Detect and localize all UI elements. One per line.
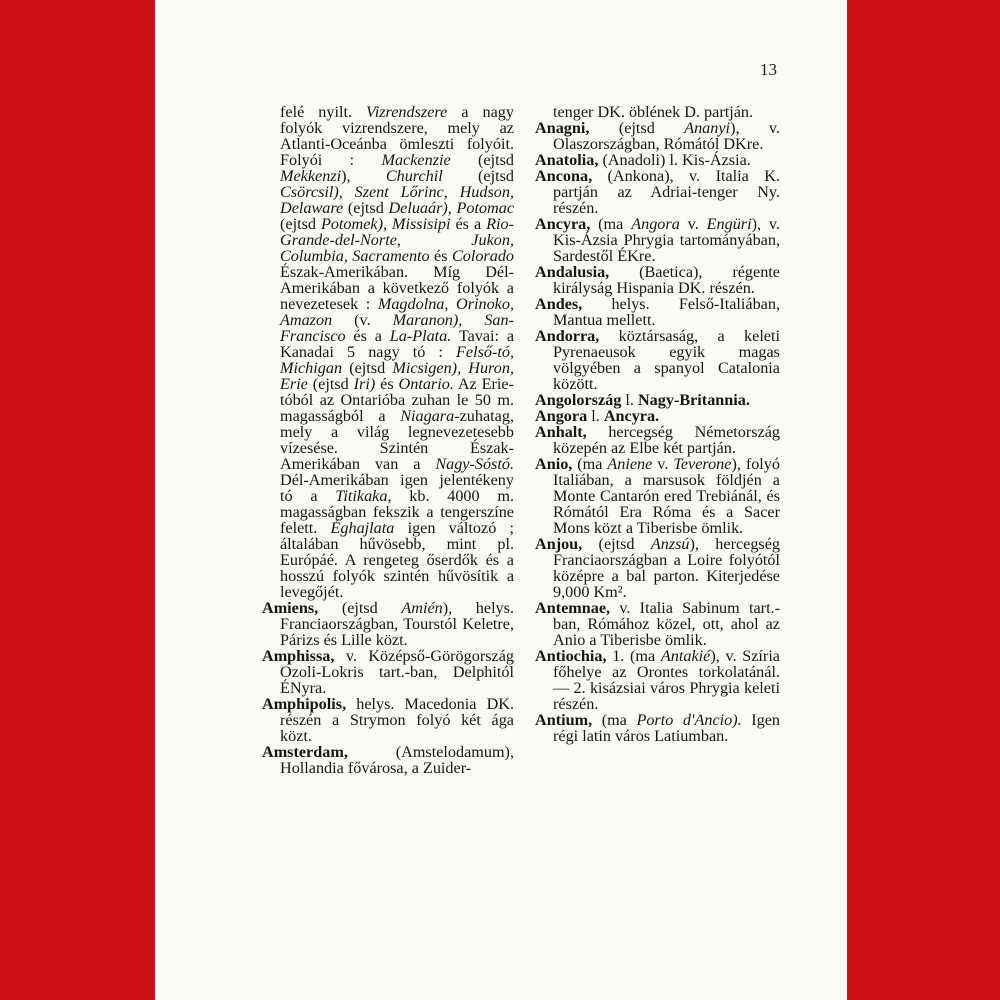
italic-term: Engüri <box>706 215 752 233</box>
page-number: 13 <box>760 60 777 79</box>
italic-term: Colorado <box>451 247 515 265</box>
dictionary-entry <box>535 264 780 296</box>
entry-headword: Antemnae, <box>535 599 611 617</box>
dictionary-entry <box>262 104 514 600</box>
dictionary-entry <box>262 648 514 696</box>
entry-headword: Anhalt, <box>535 423 587 441</box>
entry-text: l. <box>621 391 638 409</box>
entry-text: Igen régi latin város Latiumban. <box>553 711 780 745</box>
entry-text: ), v. Olaszországban, Rómától DKre. <box>553 119 780 153</box>
entry-text: (ejtsd <box>582 535 651 553</box>
italic-term: La-Plata. <box>389 327 452 345</box>
italic-term: Éghajlata <box>330 519 395 537</box>
dictionary-entry <box>535 168 780 216</box>
entry-text: és a <box>345 327 390 345</box>
dictionary-entry <box>535 296 780 328</box>
italic-term: Micsigen), Huron, Erie <box>280 359 514 393</box>
entry-text: hercegség Németország közepén az Elbe két partján. <box>553 423 780 457</box>
entry-text: Dél-Amerikában igen jelentékeny tó a <box>280 471 514 505</box>
italic-term: Mekkenzi <box>280 167 342 185</box>
entry-headword: Ancyra. <box>603 407 660 425</box>
italic-term: Teverone <box>673 455 732 473</box>
entry-headword: Angolország <box>535 391 622 409</box>
entry-text: Észak-Amerikában. Míg Dél-Amerikában a következő folyók a nevezetesek : <box>280 263 514 313</box>
entry-text: Az Erie-tóból az Ontarióba zuhan le 50 m. magasságból a <box>280 375 514 425</box>
entry-text: ), hercegség Franciaországban a Loire folyótól középre a bal parton. Kiterjedése 9,000 Km². <box>553 535 780 601</box>
entry-text: és <box>429 247 452 265</box>
entry-text: ), v. Kis-Ázsia Phrygia tartományában, Sardestől ÉKre. <box>553 215 780 265</box>
entry-text: a nagy folyók vizrendszere, mely az Atlanti-Oceánba ömleszti folyóit. Folyói : <box>280 103 514 169</box>
dictionary-entry <box>262 600 514 648</box>
dictionary-entry <box>535 712 780 744</box>
italic-term: Ananyi <box>684 119 731 137</box>
dictionary-entry <box>262 744 514 776</box>
entry-text: köztársaság, a keleti Pyrenaeusok egyik magas völgyében a spanyol Catalonia között. <box>553 327 780 393</box>
dictionary-entry <box>535 424 780 456</box>
entry-text: (ejtsd <box>442 167 514 185</box>
dictionary-entry <box>535 600 780 648</box>
entry-text: ), folyó Italiában, a marsusok földjén a Monte Cantarón ered Trebiánál, és Rómától Era Róma és a Sacer Mons közt a Tiberisbe ömlik. <box>553 455 780 537</box>
italic-term: Csörcsil), Szent Lőrinc, Hudson, Delaware <box>280 183 514 217</box>
entry-text: és <box>375 375 399 393</box>
italic-term: Ontario. <box>398 375 454 393</box>
dictionary-entry <box>535 152 780 168</box>
entry-text: (ejtsd <box>307 375 354 393</box>
entry-text: (ejtsd <box>589 119 685 137</box>
entry-headword: Andes, <box>535 295 583 313</box>
entry-headword: Anatolia, <box>535 151 599 169</box>
entry-text: ), v. Szíria főhelye az Orontes torkolatánál. — 2. kisázsiai város Phrygia keleti részén. <box>553 647 780 713</box>
entry-headword: Ancona, <box>535 167 593 185</box>
entry-text: 1. (ma <box>606 647 661 665</box>
entry-headword: Amiens, <box>262 599 319 617</box>
dictionary-entry <box>535 648 780 712</box>
dictionary-entry <box>535 456 780 536</box>
entry-text: (ma <box>590 215 632 233</box>
italic-term: Vizrendszere <box>366 103 448 121</box>
entry-text: (ejtsd <box>318 599 402 617</box>
entry-text: (Baetica), régente királyság Hispania DK. részén. <box>553 263 780 297</box>
entry-headword: Antium, <box>535 711 593 729</box>
entry-headword: Anagni, <box>535 119 590 137</box>
entry-text: -zuhatag, mely a világ legnevezetesebb vízesése. Szintén Észak-Amerikában van a <box>280 407 514 473</box>
entry-headword: Andorra, <box>535 327 600 345</box>
entry-text: helys. Felső-Italiában, Mantua mellett. <box>553 295 780 329</box>
italic-term: Potomek), Missisipi <box>320 215 451 233</box>
dictionary-entry <box>535 104 780 120</box>
dictionary-entry <box>262 696 514 744</box>
italic-term: Angora <box>631 215 680 233</box>
italic-term: Porto d'Ancio). <box>636 711 742 729</box>
entry-text: (Anadoli) l. Kis-Ázsia. <box>598 151 751 169</box>
italic-term: Nagy-Sóstó. <box>435 455 514 473</box>
entry-text: l. <box>587 407 604 425</box>
entry-text: (ejtsd <box>343 199 389 217</box>
entry-text: igen változó ; általában hűvösebb, mint pl. Európáé. A rengeteg őserdők és a hosszú folyók szintén hűvösítik a levegőjét. <box>280 519 514 601</box>
italic-term: Churchil <box>385 167 443 185</box>
italic-term: Magdolna, Orinoko, Amazon <box>280 295 515 329</box>
entry-text: felé nyilt. <box>280 103 367 121</box>
left-column <box>262 104 514 776</box>
entry-headword: Amphissa, <box>262 647 335 665</box>
dictionary-entry <box>535 392 780 408</box>
entry-text: (v. <box>332 311 393 329</box>
italic-term: Rio-Grande-del-Norte, Jukon, Columbia, Sacramento <box>280 215 514 265</box>
dictionary-entry <box>535 536 780 600</box>
entry-text: (ejtsd <box>342 359 393 377</box>
entry-headword: Ancyra, <box>535 215 591 233</box>
entry-text: (Ankona), v. Italia K. partján az Adriai-tenger Ny. részén. <box>553 167 780 217</box>
entry-text: (ejtsd <box>450 151 514 169</box>
italic-term: Felső-tó, Michigan <box>280 343 514 377</box>
italic-term: Deluaár), Potomac <box>388 199 514 217</box>
entry-text: (ma <box>592 711 637 729</box>
entry-text: Tavai: a Kanadai 5 nagy tó : <box>280 327 515 361</box>
italic-term: Aniene <box>607 455 653 473</box>
entry-text: (ejtsd <box>280 215 321 233</box>
entry-text: v. Középső-Görögország Ozoli-Lokris tart.-ban, Delphitól ÉNyra. <box>280 647 514 697</box>
dictionary-entry <box>535 328 780 392</box>
italic-term: Maranon), San-Francisco <box>280 311 514 345</box>
dictionary-entry <box>535 120 780 152</box>
entry-headword: Antiochia, <box>535 647 607 665</box>
italic-term: Anzsú <box>650 535 690 553</box>
entry-text: és a <box>450 215 487 233</box>
entry-text: (ma <box>572 455 608 473</box>
italic-term: Iri) <box>353 375 376 393</box>
entry-text: helys. Macedonia DK. részén a Strymon folyó két ága közt. <box>280 695 514 745</box>
entry-headword: Anio, <box>535 455 573 473</box>
italic-term: Niagara <box>400 407 455 425</box>
entry-headword: Amsterdam, <box>262 743 348 761</box>
entry-headword: Nagy-Britannia. <box>637 391 750 409</box>
italic-term: Amién <box>401 599 443 617</box>
right-column <box>535 104 780 744</box>
entry-text: , kb. 4000 m. magasságban fekszik a tengerszíne felett. <box>280 487 514 537</box>
italic-term: Mackenzie <box>381 151 451 169</box>
italic-term: Titikaka <box>335 487 388 505</box>
entry-headword: Angora <box>535 407 588 425</box>
dictionary-entry <box>535 408 780 424</box>
italic-term: Antakié <box>660 647 711 665</box>
entry-headword: Anjou, <box>535 535 583 553</box>
dictionary-entry <box>535 216 780 264</box>
entry-headword: Andalusia, <box>535 263 610 281</box>
entry-text: ), <box>341 167 386 185</box>
entry-text: v. <box>679 215 707 233</box>
entry-text: tenger DK. öblének D. partján. <box>553 103 754 121</box>
entry-text: v. Italia Sabinum tart.-ban, Rómához közel, ott, ahol az Anio a Tiberisbe ömlik. <box>553 599 780 649</box>
entry-text: ), helys. Franciaországban, Tourstól Keletre, Párizs és Lille közt. <box>280 599 515 649</box>
entry-headword: Amphipolis, <box>262 695 347 713</box>
entry-text: (Amstelodamum), Hollandia fővárosa, a Zuider- <box>280 743 514 777</box>
entry-text: v. <box>652 455 674 473</box>
